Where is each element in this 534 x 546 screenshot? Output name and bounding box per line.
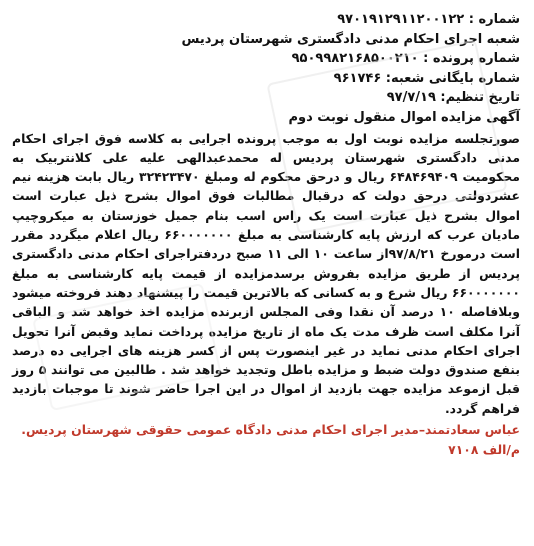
signature-line: عباس سعادتمند–مدیر اجرای احکام مدنی دادگاه عمومی حقوقی شهرستان پردیس. [21,422,520,438]
notice-body: صورتجلسه مزایده نوبت اول به موجب پرونده اجرایی به کلاسه فوق اجرای احکام مدنی دادگستری شهرستان پردیس له محمدعبدالهی علیه علی کلانتربیک به محکومیت ۶۴۸۴۶۹۴۰۹ ریال و درحق محکوم له ومبلغ ۳۲۴۲۳۴۷۰ ریال بابت هزینه نیم عشردولتی درحق دولت که درقبال مطالبات فوق اموال بشرح ذیل عبارت است اموال بشرح ذیل عبارت است یک راس اسب بنام جمیل خوزستان به میکروچیپ مادیان عرب که ارزش پایه کارشناسی به مبلغ ۶۶۰۰۰۰۰۰۰ ریال اعلام میگردد مقرر است درمورخ ۹۷/۸/۲۱از ساعت ۱۰ الی ۱۱ صبح دردفتراجرای احکام مدنی دادگستری پردیس از طریق مزایده بفروش برسدمزایده از قیمت پایه کارشناسی به مبلغ ۶۶۰۰۰۰۰۰۰ ریال شرع و به کسانی که بالاترین قیمت را پیشنهاد دهند فروخته میشود وبلافاصله ۱۰ درصد آن نقدا وفی المجلس ازبرنده مزایده اخذ خواهد شد و الباقی آنرا مکلف است ظرف مدت یک ماه از تاریخ مزایده پرداخت نماید وقبض آنرا تحویل اجرای احکام مدنی نماید در غیر اینصورت پس از کسر هزینه های اجرایی ده درصد بنفع صندوق دولت ضبط و مزایده باطل وتجدید خواهد شد . طالبین می توانند ۵ روز قبل ازموعد مزایده جهت بازدید از اموال در این اجرا حاضر شوند تا موجبات بازدید فراهم گردد. [12,130,520,416]
notice-number: شماره : ۹۷۰۱۹۱۲۹۱۱۲۰۰۱۲۲ [337,12,520,27]
branch-name: شعبه اجرای احکام مدنی دادگستری شهرستان پردیس [181,31,520,47]
case-number: شماره پرونده : ۹۵۰۹۹۸۲۱۶۸۵۰۰۲۱۰ [291,51,520,67]
archive-number: شماره بایگانی شعبه: ۹۶۱۷۴۶ [333,70,520,86]
reference-code: م/الف ۷۱۰۸ [448,441,520,457]
issue-date: تاریخ تنظیم: ۹۷/۷/۱۹ [386,90,520,106]
notice-title: آگهی مزایده اموال منقول نوبت دوم [288,109,520,125]
